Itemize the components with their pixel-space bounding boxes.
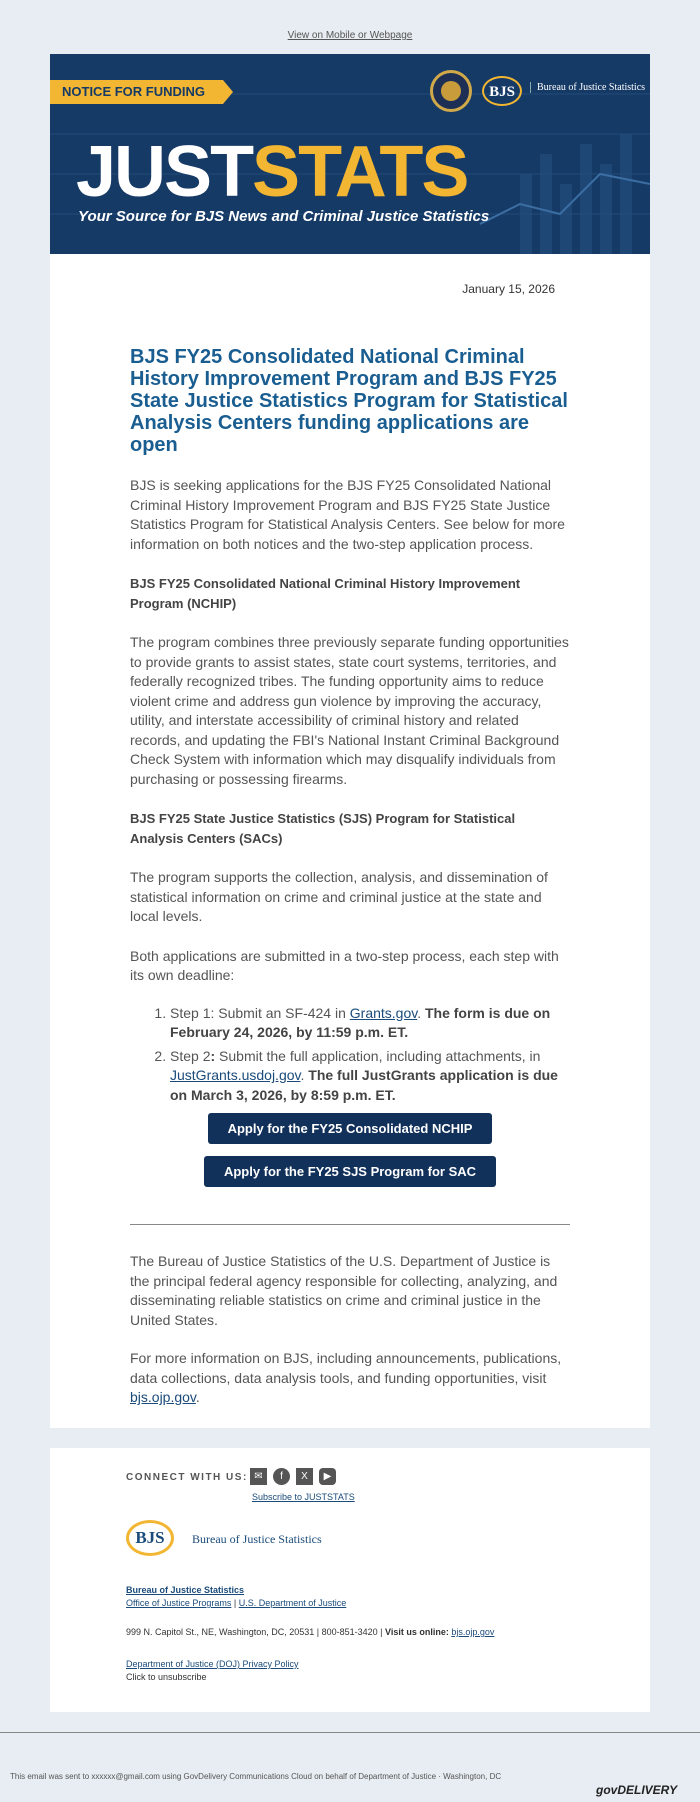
step-1-deadline: The form is due on February 24, 2026, by 11:59 p.m. ET. xyxy=(170,1004,551,1040)
nchip-paragraph: The program combines three previously separate funding opportunities to provide grants to assist states, state court systems, territories, and federally recognized tribes. The funding opportunity aims to reduce violent crime and address gun violence by improving the accuracy, utility, and interstate accessibility of criminal history and related records, and updating the FBI's National Instant Criminal Background Check System with information which may disqualify individuals from purchasing or possessing firearms. xyxy=(130,634,569,787)
article-content xyxy=(130,346,570,1187)
article-date: January 15, 2026 xyxy=(462,282,555,296)
process-intro: Both applications are submitted in a two-step process, each step with its own deadline: xyxy=(130,947,559,983)
bjs-org-link[interactable]: Bureau of Justice Statistics xyxy=(126,1585,245,1595)
title-stats: STATS xyxy=(252,132,468,212)
youtube-icon[interactable]: ▶ xyxy=(319,1468,336,1485)
juststats-title xyxy=(76,132,468,212)
govdelivery-logo: govDELIVERY xyxy=(596,1783,678,1797)
legal-footer xyxy=(0,1732,700,1797)
more-info-paragraph: For more information on BJS, including announcements, publications, data collections, data analysis tools, and funding opportunities, visit bjs.ojp.gov. xyxy=(130,1350,562,1405)
x-icon[interactable]: X xyxy=(296,1468,313,1485)
subscribe-link[interactable]: Subscribe to JUSTSTATS xyxy=(252,1492,355,1502)
headline: BJS FY25 Consolidated National Criminal History Improvement Program and BJS FY25 State Justice Statistics Program for Statistical Analysis Centers funding applications are open xyxy=(130,346,568,456)
top-bar xyxy=(0,30,700,41)
ojp-link[interactable]: Office of Justice Programs xyxy=(126,1598,232,1608)
nchip-heading: BJS FY25 Consolidated National Criminal History Improvement Program (NCHIP) xyxy=(130,576,521,611)
bjs-website-link[interactable]: bjs.ojp.gov xyxy=(130,1389,196,1405)
bjs-name: Bureau of Justice Statistics xyxy=(530,82,645,93)
footer-card xyxy=(50,1448,650,1712)
steps-list xyxy=(130,1004,570,1106)
about-paragraph: The Bureau of Justice Statistics of the U.S. Department of Justice is the principal federal agency responsible for collecting, analyzing, and disseminating reliable statistics on crime and criminal justice in the United States. xyxy=(130,1253,558,1328)
content-divider xyxy=(130,1224,570,1225)
step-1: 1. Step 1: Submit an SF-424 in Grants.gov. The form is due on February 24, 2026, by 11:59 p.m. ET. xyxy=(170,1004,570,1043)
justgrants-link[interactable]: JustGrants.usdoj.gov xyxy=(170,1067,301,1083)
notice-for-funding-tag: NOTICE FOR FUNDING xyxy=(50,80,223,104)
org-links: Bureau of Justice Statistics Office of Justice Programs | U.S. Department of Justice xyxy=(126,1585,347,1608)
sent-notice: This email was sent to xxxxxx@gmail.com using GovDelivery Communications Cloud on behalf of Department of Justice · Washington, DC xyxy=(10,1772,502,1781)
step-2: 2. Step 2: Submit the full application, including attachments, in JustGrants.usdoj.gov. The full JustGrants application is due on March 3, 2026, by 8:59 p.m. ET. xyxy=(170,1047,570,1106)
intro-paragraph: BJS is seeking applications for the BJS FY25 Consolidated National Criminal History Improvement Program and BJS FY25 State Justice Statistics Program for Statistical Analysis Centers. See below for more information on both notices and the two-step application process. xyxy=(130,477,565,552)
visit-link[interactable]: bjs.ojp.gov xyxy=(451,1627,495,1637)
header-banner xyxy=(50,54,650,254)
privacy-section xyxy=(126,1658,299,1684)
title-just: JUST xyxy=(76,132,253,212)
sjs-heading: BJS FY25 State Justice Statistics (SJS) Program for Statistical Analysis Centers (SACs) xyxy=(130,811,516,846)
unsubscribe-link[interactable]: Click to unsubscribe xyxy=(126,1672,207,1682)
doj-link[interactable]: U.S. Department of Justice xyxy=(238,1598,347,1608)
grants-gov-link[interactable]: Grants.gov xyxy=(349,1004,418,1021)
view-on-web-link[interactable]: View on Mobile or Webpage xyxy=(287,30,413,41)
apply-sjs-button[interactable]: Apply for the FY25 SJS Program for SAC xyxy=(204,1156,496,1187)
address-line: 999 N. Capitol St., NE, Washington, DC, 20531 | 800-851-3420 | Visit us online: bjs.ojp.gov xyxy=(126,1627,495,1637)
apply-nchip-button[interactable]: Apply for the FY25 Consolidated NCHIP xyxy=(208,1113,492,1144)
bjs-footer-name: Bureau of Justice Statistics xyxy=(192,1532,322,1546)
bjs-logo: BJS xyxy=(482,76,522,106)
connect-label: CONNECT WITH US: xyxy=(126,1472,248,1483)
privacy-link[interactable]: Department of Justice (DOJ) Privacy Policy xyxy=(126,1659,299,1669)
bjs-footer-logo: BJS xyxy=(126,1520,174,1556)
facebook-icon[interactable]: f xyxy=(273,1468,290,1485)
email-icon[interactable]: ✉ xyxy=(250,1468,267,1485)
article-card xyxy=(50,254,650,1428)
social-icons xyxy=(250,1468,336,1485)
sjs-paragraph: The program supports the collection, analysis, and dissemination of statistical information on crime and criminal justice at the state and local levels. xyxy=(130,869,548,924)
about-section xyxy=(130,1252,570,1408)
doj-seal-icon xyxy=(430,70,472,112)
step-2-deadline: The full JustGrants application is due on March 3, 2026, by 8:59 p.m. ET. xyxy=(170,1067,558,1103)
tagline: Your Source for BJS News and Criminal Justice Statistics xyxy=(78,208,490,225)
